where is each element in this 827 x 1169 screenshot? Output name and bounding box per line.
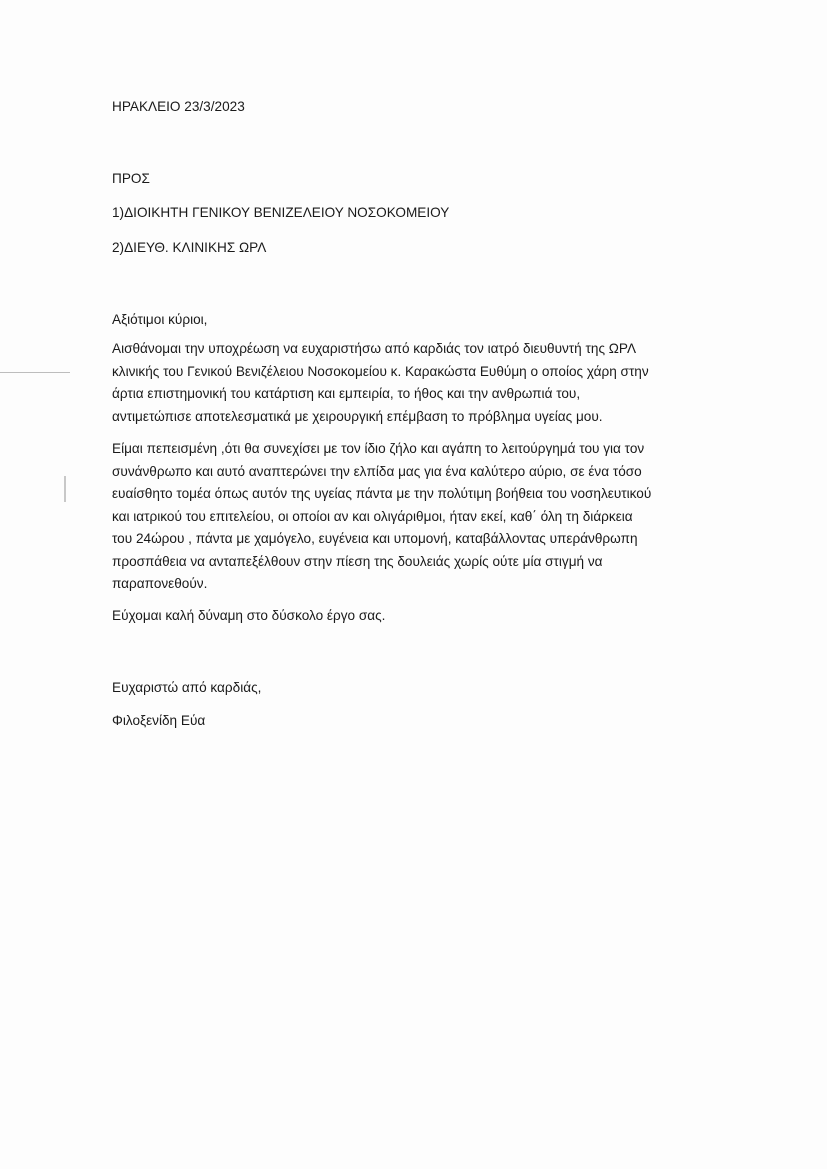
scan-artifact-mark bbox=[64, 476, 66, 502]
paragraph-2-line: του 24ώρου , πάντα με χαμόγελο, ευγένεια και υπομονή, καταβάλλοντας υπεράνθρωπη bbox=[112, 531, 638, 546]
paragraph-1 bbox=[112, 338, 712, 428]
scan-artifact-line bbox=[0, 372, 70, 373]
paragraph-1-line: αντιμετώπισε αποτελεσματικά με χειρουργική επέμβαση το πρόβλημα υγείας μου. bbox=[112, 408, 603, 424]
paragraph-1-line: Αισθάνομαι την υποχρέωση να ευχαριστήσω από καρδιάς τον ιατρό διευθυντή της ΩΡΛ bbox=[112, 341, 637, 356]
wish-line: Εύχομαι καλή δύναμη στο δύσκολο έργο σας. bbox=[112, 608, 386, 623]
paragraph-2-line: συνάνθρωπο και αυτό αναπτερώνει την ελπίδα μας για ένα καλύτερο αύριο, σε ένα τόσο bbox=[112, 463, 642, 479]
paragraph-1-line: άρτια επιστημονική του κατάρτιση και εμπειρία, το ήθος και την ανθρωπιά του, bbox=[112, 386, 581, 401]
paragraph-1-line: κλινικής του Γενικού Βενιζέλειου Νοσοκομείου κ. Καρακώστα Ευθύμη ο οποίος χάρη στην bbox=[112, 363, 649, 379]
salutation: Αξιότιμοι κύριοι, bbox=[112, 312, 208, 327]
paragraph-2-line: προσπάθεια να ανταπεξέλθουν στην πίεση της δουλειάς χωρίς ούτε μία στιγμή να bbox=[112, 553, 603, 569]
signature-name: Φιλοξενίδη Εύα bbox=[112, 713, 206, 728]
paragraph-2-line: παραπονεθούν. bbox=[112, 576, 208, 591]
place-date: ΗΡΑΚΛΕΙΟ 23/3/2023 bbox=[112, 99, 245, 114]
closing-line: Ευχαριστώ από καρδιάς, bbox=[112, 680, 262, 695]
paragraph-2-line: και ιατρικού του επιτελείου, οι οποίοι αν και ολιγάριθμοι, ήταν εκεί, καθ΄ όλη τη διάρκεια bbox=[112, 508, 633, 524]
to-label: ΠΡΟΣ bbox=[112, 171, 150, 186]
paragraph-2-line: Είμαι πεπεισμένη ,ότι θα συνεχίσει με τον ίδιο ζήλο και αγάπη το λειτούργημά του για τον bbox=[112, 441, 645, 456]
recipient-1: 1)ΔΙΟΙΚΗΤΗ ΓΕΝΙΚΟΥ ΒΕΝΙΖΕΛΕΙΟΥ ΝΟΣΟΚΟΜΕΙΟΥ bbox=[112, 205, 450, 220]
paragraph-2 bbox=[112, 438, 712, 596]
recipient-2: 2)ΔΙΕΥΘ. ΚΛΙΝΙΚΗΣ ΩΡΛ bbox=[112, 240, 267, 255]
paragraph-2-line: ευαίσθητο τομέα όπως αυτόν της υγείας πάντα με την πολύτιμη βοήθεια του νοσηλευτικού bbox=[112, 486, 652, 501]
